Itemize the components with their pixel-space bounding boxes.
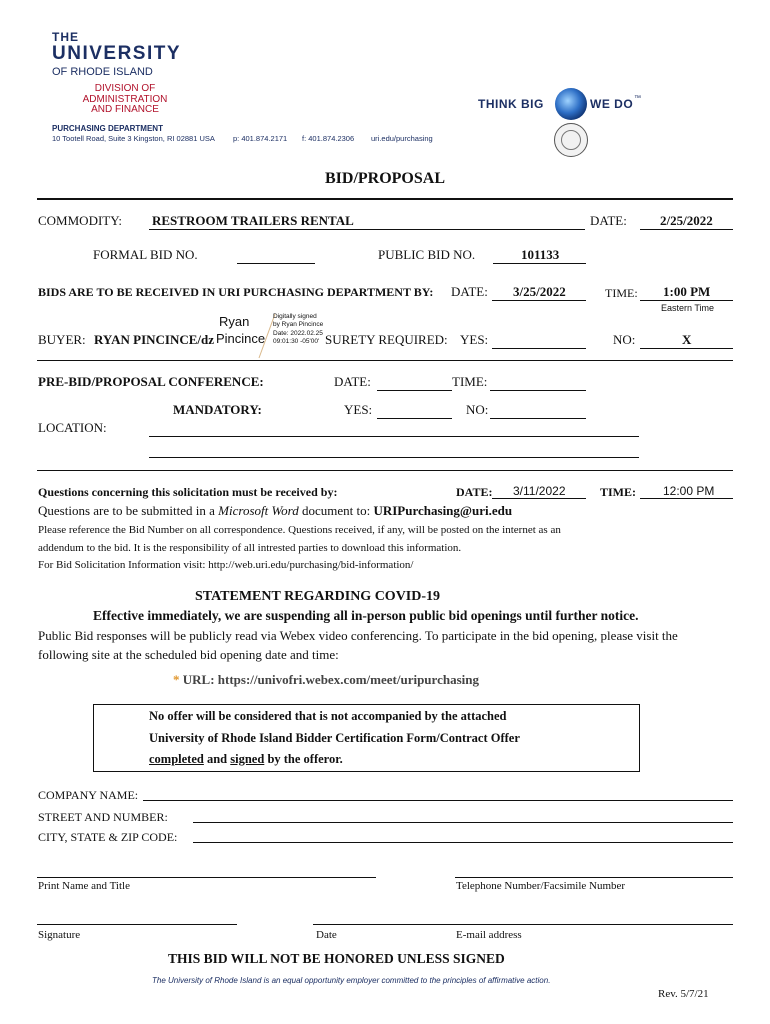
questions-date-label: DATE:: [456, 485, 493, 499]
questions-submit-line: [38, 503, 512, 519]
logo-division-line3: AND FINANCE: [91, 104, 159, 115]
print-name-label: Print Name and Title: [38, 880, 130, 892]
conference-time-field: [490, 390, 586, 391]
formal-bid-label: FORMAL BID NO.: [93, 247, 198, 262]
section-rule-2: [37, 470, 733, 471]
mandatory-no-field: [490, 418, 586, 419]
purchasing-web: uri.edu/purchasing: [371, 134, 433, 143]
public-bid-label: PUBLIC BID NO.: [378, 247, 476, 262]
logo-division-line2: ADMINISTRATION: [82, 94, 168, 105]
print-name-field[interactable]: [37, 877, 376, 878]
logo-division-line1: DIVISION OF: [94, 83, 156, 94]
footer-equal-opportunity: The University of Rhode Island is an equal opportunity employer committed to the principles of affirmative action.: [152, 976, 551, 985]
location-field-1: [149, 436, 639, 437]
logo-of-rhode-island: OF RHODE ISLAND: [52, 66, 153, 78]
bids-date-label: DATE:: [451, 284, 488, 299]
covid-subtitle: Effective immediately, we are suspending all in-person public bid openings until further notice.: [93, 608, 639, 623]
company-name-field[interactable]: [143, 800, 733, 801]
slogan-we-do: WE DO: [590, 97, 634, 111]
bids-received-label: BIDS ARE TO BE RECEIVED IN URI PURCHASING DEPARTMENT BY:: [38, 285, 434, 299]
notice-end: by the offeror.: [267, 752, 343, 766]
city-field[interactable]: [193, 842, 733, 843]
page-title: BID/PROPOSAL: [324, 170, 445, 187]
slogan-trademark: ™: [634, 95, 641, 102]
conference-date-label: DATE:: [334, 374, 371, 389]
bids-time-label: TIME:: [605, 286, 638, 300]
bids-timezone: Eastern Time: [661, 303, 715, 313]
phone-label: Telephone Number/Facsimile Number: [456, 880, 626, 892]
surety-yes-label: YES:: [460, 332, 489, 347]
questions-date-underline: [492, 498, 586, 499]
signature-name-1: Ryan: [219, 314, 250, 329]
logo-the: THE: [52, 30, 79, 44]
surety-label: SURETY REQUIRED:: [325, 332, 448, 347]
location-label: LOCATION:: [38, 420, 107, 435]
city-label: CITY, STATE & ZIP CODE:: [38, 830, 178, 844]
sig-detail-3: Date: 2022.02.25: [273, 329, 323, 337]
notice-completed: completed: [149, 752, 204, 766]
surety-no-underline: [640, 348, 733, 349]
mandatory-no-label: NO:: [466, 402, 489, 417]
university-seal-icon: [554, 123, 588, 157]
bids-date-value: 3/25/2022: [513, 284, 566, 299]
mandatory-yes-label: YES:: [344, 402, 373, 417]
globe-icon: [555, 88, 587, 120]
phone-field[interactable]: [455, 877, 733, 878]
surety-no-label: NO:: [613, 332, 636, 347]
digital-signature-block: [273, 313, 323, 346]
submit-doc: Microsoft Word: [218, 503, 299, 518]
bids-time-underline: [640, 300, 733, 301]
purchasing-phone: p: 401.874.2171: [233, 134, 288, 143]
commodity-underline: [149, 229, 585, 230]
mandatory-label: MANDATORY:: [173, 402, 262, 417]
submit-mid: document to:: [301, 503, 371, 518]
sig-detail-1: Digitally signed: [273, 313, 317, 320]
submit-email[interactable]: URIPurchasing@uri.edu: [373, 503, 513, 518]
email-label: E-mail address: [456, 929, 522, 941]
notice-signed: signed: [230, 752, 265, 766]
sig-detail-4: 09:01:30 -05'00': [273, 337, 320, 345]
slogan-think-big: THINK BIG: [478, 97, 544, 111]
buyer-value: RYAN PINCINCE/dz: [94, 332, 215, 347]
buyer-label: BUYER:: [38, 332, 86, 347]
footer-revision: Rev. 5/7/21: [658, 988, 709, 1000]
conference-date-field: [377, 390, 452, 391]
public-bid-value: 101133: [521, 247, 560, 262]
title-rule: [37, 198, 733, 200]
questions-ref-2: addendum to the bid. It is the responsibility of all intrested parties to download this information.: [38, 542, 462, 554]
street-label: STREET AND NUMBER:: [38, 810, 168, 824]
questions-time-label: TIME:: [600, 485, 636, 499]
sig-detail-2: by Ryan Pincince: [273, 321, 324, 329]
purchasing-fax: f: 401.874.2306: [302, 134, 355, 143]
questions-time-underline: [640, 498, 733, 499]
submit-pre: Questions are to be submitted in a: [38, 503, 215, 518]
commodity-date-value: 2/25/2022: [660, 213, 713, 228]
public-bid-underline: [493, 263, 586, 264]
notice-line-2: University of Rhode Island Bidder Certification Form/Contract Offer: [149, 731, 520, 745]
street-field[interactable]: [193, 822, 733, 823]
conference-label: PRE-BID/PROPOSAL CONFERENCE:: [38, 374, 264, 389]
covid-url-star: *: [173, 672, 180, 687]
surety-no-value: X: [682, 332, 692, 347]
notice-and: and: [206, 752, 228, 766]
commodity-value: RESTROOM TRAILERS RENTAL: [152, 213, 354, 228]
signature-field[interactable]: [37, 924, 237, 925]
notice-line-3: [149, 752, 343, 767]
signature-label: Signature: [38, 929, 81, 941]
signature-name-2: Pincince: [216, 331, 266, 346]
covid-url[interactable]: URL: https://univofri.webex.com/meet/uripurchasing: [182, 672, 479, 687]
purchasing-address: 10 Tootell Road, Suite 3 Kingston, RI 02881 USA: [52, 134, 215, 143]
bids-time-value: 1:00 PM: [663, 284, 711, 299]
conference-time-label: TIME:: [452, 374, 488, 389]
footer-warning: THIS BID WILL NOT BE HONORED UNLESS SIGNED: [168, 951, 505, 966]
logo-university: UNIVERSITY: [52, 43, 182, 64]
date-email-field[interactable]: [313, 924, 733, 925]
questions-date-value: 3/11/2022: [513, 484, 566, 498]
section-rule-1: [37, 360, 733, 361]
location-field-2: [149, 457, 639, 458]
company-name-label: COMPANY NAME:: [38, 788, 139, 802]
commodity-label: COMMODITY:: [38, 213, 123, 228]
covid-title: STATEMENT REGARDING COVID-19: [195, 589, 441, 604]
covid-url-line[interactable]: [173, 672, 479, 688]
questions-label: Questions concerning this solicitation must be received by:: [38, 485, 338, 499]
questions-ref-3[interactable]: For Bid Solicitation Information visit: http://web.uri.edu/purchasing/bid-information/: [38, 559, 414, 571]
questions-time-value: 12:00 PM: [663, 484, 715, 498]
covid-body-1: Public Bid responses will be publicly read via Webex video conferencing. To participate in the bid opening, please visit the: [38, 628, 678, 643]
mandatory-yes-field: [377, 418, 452, 419]
commodity-date-underline: [640, 229, 733, 230]
covid-body-2: following site at the scheduled bid opening date and time:: [38, 647, 339, 662]
notice-line-1: No offer will be considered that is not accompanied by the attached: [149, 709, 507, 723]
purchasing-dept: PURCHASING DEPARTMENT: [52, 124, 163, 133]
commodity-date-label: DATE:: [590, 213, 627, 228]
bids-date-underline: [492, 300, 586, 301]
surety-yes-field: [492, 348, 586, 349]
formal-bid-field: [237, 263, 315, 264]
date-label: Date: [316, 929, 337, 941]
questions-ref-1: Please reference the Bid Number on all correspondence. Questions received, if any, will be posted on the internet as an: [38, 524, 561, 536]
